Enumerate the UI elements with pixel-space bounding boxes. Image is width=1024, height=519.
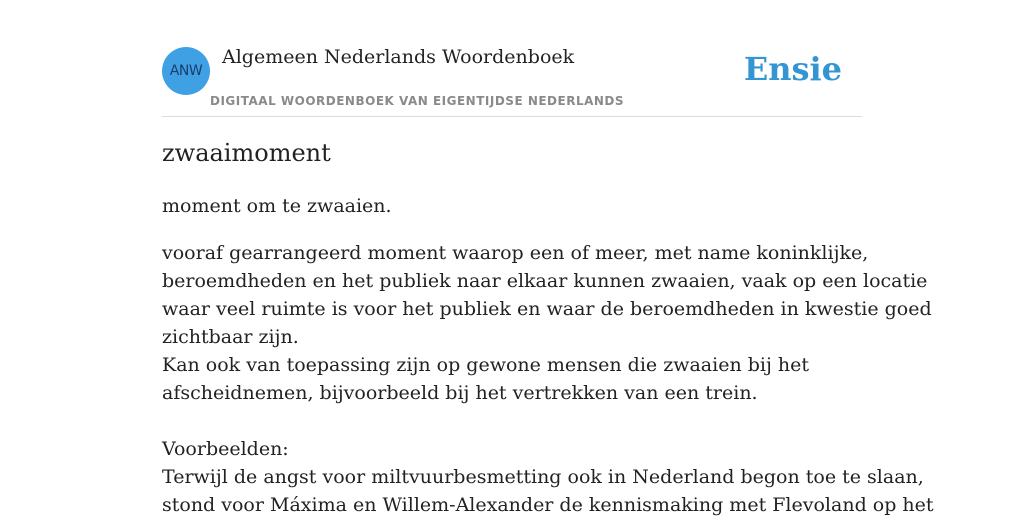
examples-heading: Voorbeelden:	[162, 438, 289, 460]
entry-headword: zwaaimoment	[162, 139, 331, 167]
definition-body	[162, 239, 934, 519]
page	[162, 0, 934, 516]
definition-line: waar veel ruimte is voor het publiek en waar de beroemdheden in kwestie goed	[162, 298, 932, 320]
definition-line: zichtbaar zijn.	[162, 326, 299, 348]
example-line: stond voor Máxima en Willem-Alexander de kennismaking met Flevoland op het	[162, 494, 934, 516]
site-subtitle: DIGITAAL WOORDENBOEK VAN EIGENTIJDSE NEDERLANDS	[210, 94, 625, 108]
ensie-brand-link[interactable]: Ensie	[743, 50, 842, 88]
definition-line: vooraf gearrangeerd moment waarop een of meer, met name koninklijke,	[162, 242, 869, 264]
anw-logo[interactable]	[162, 47, 210, 95]
paragraph-gap	[162, 407, 862, 435]
site-header	[162, 0, 862, 117]
logo-text: ANW	[169, 63, 203, 79]
definition-line: beroemdheden en het publiek naar elkaar kunnen zwaaien, vaak op een locatie	[162, 270, 928, 292]
definition-line: afscheidnemen, bijvoorbeeld bij het vertrekken van een trein.	[162, 382, 758, 404]
short-definition: moment om te zwaaien.	[162, 195, 392, 217]
site-title[interactable]: Algemeen Nederlands Woordenboek	[222, 46, 575, 68]
example-line: Terwijl de angst voor miltvuurbesmetting ook in Nederland begon toe te slaan,	[162, 466, 924, 488]
definition-line: Kan ook van toepassing zijn op gewone mensen die zwaaien bij het	[162, 354, 810, 376]
